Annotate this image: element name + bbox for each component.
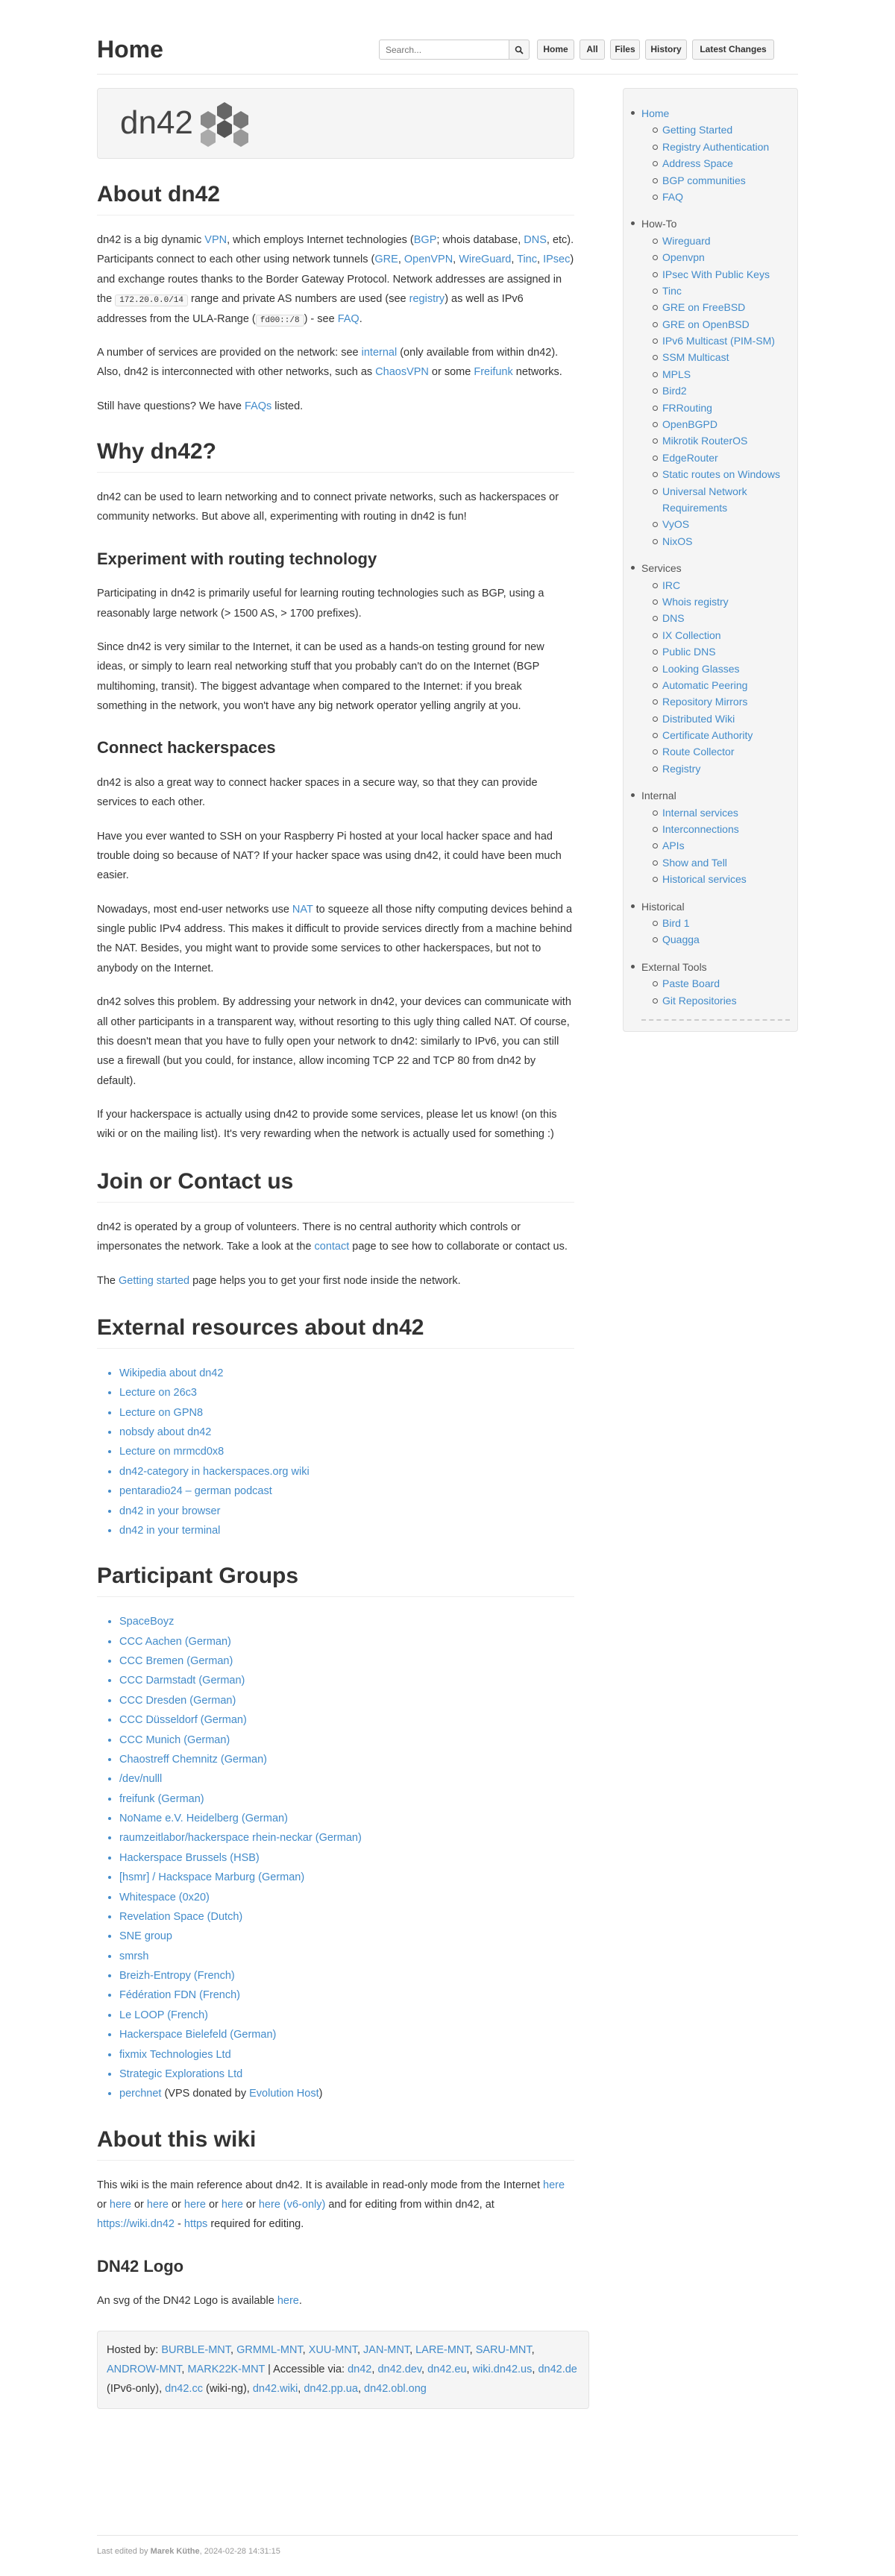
search-button[interactable] bbox=[509, 40, 530, 60]
external-resource-item bbox=[119, 1442, 574, 1461]
sidebar-item-faq[interactable]: FAQ bbox=[662, 189, 790, 205]
group-link-freifunk-german[interactable]: freifunk (German) bbox=[119, 1792, 204, 1805]
hosted-link-dn42[interactable]: dn42 bbox=[348, 2363, 372, 2375]
sidebar-item-apis[interactable]: APIs bbox=[662, 837, 790, 854]
external-link-wikipedia-about-dn42[interactable]: Wikipedia about dn42 bbox=[119, 1367, 224, 1379]
getting-started-link[interactable]: Getting started bbox=[119, 1274, 190, 1287]
nav-files-button[interactable]: Files bbox=[610, 40, 640, 60]
sidebar-item-bgp-communities[interactable]: BGP communities bbox=[662, 172, 790, 189]
connect-paragraph-1: dn42 is also a great way to connect hacker spaces in a secure way, so that they can provide services to each other. bbox=[97, 776, 538, 809]
hosted-link-mark22k-mnt[interactable]: MARK22K-MNT bbox=[187, 2363, 266, 2375]
group-item bbox=[119, 2065, 574, 2084]
participant-groups-list bbox=[119, 1612, 574, 2103]
logo-panel bbox=[97, 88, 574, 159]
group-link-hackerspace-brussels-hsb[interactable]: Hackerspace Brussels (HSB) bbox=[119, 1851, 260, 1864]
groups-heading: Participant Groups bbox=[97, 1563, 574, 1597]
external-resource-item bbox=[119, 1423, 574, 1442]
sidebar-section-services bbox=[641, 560, 790, 777]
external-link-lecture-on-26c3[interactable]: Lecture on 26c3 bbox=[119, 1387, 197, 1399]
gre-link[interactable]: GRE bbox=[374, 253, 398, 266]
external-resource-item bbox=[119, 1521, 574, 1540]
group-item bbox=[119, 1671, 574, 1690]
sidebar-item-internal-services[interactable]: Internal services bbox=[662, 804, 790, 821]
group-item bbox=[119, 1947, 574, 1966]
registry-link[interactable]: registry bbox=[409, 293, 445, 306]
connect-paragraph-4: dn42 solves this problem. By addressing your network in dn42, your devices can communicate with all other participants in a transparent way, without resorting to this ugly thing called NAT. Of course, this doesn't mean that you have to fully open your network to dn42: similarly to IPv6, you can still use a firewall (but you could, for instance, allow incoming TCP 22 and TCP 80 from dn42 by default). bbox=[97, 996, 571, 1087]
sidebar-section-historical bbox=[641, 898, 790, 948]
mirror-link-5[interactable]: here bbox=[221, 2199, 243, 2211]
about-paragraph-1: dn42 is a big dynamic VPN, which employs Internet technologies (BGP; whois database, DNS, etc). Participants connect to each other using network tunnels (GRE, OpenVPN, WireGuard, Tinc, IPsec) and exchange routes thanks to the Border Gateway Protocol. Network addresses are assigned in the 172.20.0.0/14 range and private AS numbers are used (see registry) as well as IPv6 addresses from the ULA-Range ( fd00::/8 ) - see FAQ. bbox=[97, 234, 574, 325]
external-link-lecture-on-gpn8[interactable]: Lecture on GPN8 bbox=[119, 1406, 204, 1419]
why-heading: Why dn42? bbox=[97, 438, 574, 473]
mirror-link-2[interactable]: here bbox=[109, 2199, 131, 2211]
sidebar-heading-services: Services bbox=[641, 560, 790, 576]
sidebar-heading-historical: Historical bbox=[641, 898, 790, 915]
top-bar bbox=[97, 0, 798, 75]
sidebar-item-quagga[interactable]: Quagga bbox=[662, 931, 790, 948]
connect-paragraph-2: Have you ever wanted to SSH on your Raspberry Pi hosted at your local hacker space and had trouble doing so because of NAT? If your hacker space was using dn42, it could have been much easier. bbox=[97, 830, 562, 882]
sidebar-item-bird-1[interactable]: Bird 1 bbox=[662, 915, 790, 931]
group-item bbox=[119, 1828, 574, 1848]
last-edited: Last edited by Marek Küthe, 2024-02-28 14:31:15 bbox=[97, 2535, 798, 2558]
group-link-whitespace-0x20[interactable]: Whitespace (0x20) bbox=[119, 1891, 210, 1903]
group-item bbox=[119, 1907, 574, 1927]
hosted-link-xuu-mnt[interactable]: XUU-MNT bbox=[308, 2343, 357, 2356]
chaosvpn-link[interactable]: ChaosVPN bbox=[375, 366, 429, 379]
external-link-dn42-category-in-hackerspaces-org-wiki[interactable]: dn42-category in hackerspaces.org wiki bbox=[119, 1465, 310, 1478]
group-item bbox=[119, 1691, 574, 1710]
faqs-link[interactable]: FAQs bbox=[245, 400, 272, 412]
group-item bbox=[119, 1927, 574, 1946]
external-resource-item bbox=[119, 1462, 574, 1481]
external-link-dn42-in-your-browser[interactable]: dn42 in your browser bbox=[119, 1505, 221, 1517]
group-item bbox=[119, 1612, 574, 1631]
group-link-dev-nulll[interactable]: /dev/nulll bbox=[119, 1773, 163, 1786]
tinc-link[interactable]: Tinc bbox=[517, 253, 537, 266]
group-link-smrsh[interactable]: smrsh bbox=[119, 1950, 149, 1962]
sidebar-item-certificate-authority[interactable]: Certificate Authority bbox=[662, 727, 790, 743]
group-link-hackerspace-bielefeld-german[interactable]: Hackerspace Bielefeld (German) bbox=[119, 2029, 277, 2041]
group-link-sne-group[interactable]: SNE group bbox=[119, 1930, 172, 1943]
sidebar-item-mikrotik-routeros[interactable]: Mikrotik RouterOS bbox=[662, 432, 790, 449]
group-link-ccc-aachen-german[interactable]: CCC Aachen (German) bbox=[119, 1635, 231, 1648]
group-link-perchnet[interactable]: perchnet bbox=[119, 2088, 162, 2100]
hosted-link-androw-mnt[interactable]: ANDROW-MNT bbox=[107, 2363, 182, 2375]
sidebar-item-whois-registry[interactable]: Whois registry bbox=[662, 593, 790, 610]
mirror-link-3[interactable]: here bbox=[146, 2199, 169, 2211]
external-link-nobsdy-about-dn42[interactable]: nobsdy about dn42 bbox=[119, 1426, 212, 1439]
hosted-link-wiki-dn42-us[interactable]: wiki.dn42.us bbox=[472, 2363, 533, 2375]
logo-heading: DN42 Logo bbox=[97, 2256, 184, 2276]
external-resource-item bbox=[119, 1481, 574, 1501]
sidebar-item-route-collector[interactable]: Route Collector bbox=[662, 743, 790, 760]
sidebar-section-how-to bbox=[641, 215, 790, 549]
about-paragraph-3: Still have questions? We have FAQs listed. bbox=[97, 400, 304, 412]
wiki-heading: About this wiki bbox=[97, 2126, 574, 2161]
dns-link[interactable]: DNS bbox=[524, 234, 547, 246]
hosted-link-dn42-cc[interactable]: dn42.cc bbox=[165, 2383, 203, 2396]
group-item: • perchnet (VPS donated by Evolution Host) bbox=[119, 2084, 574, 2103]
sidebar-heading-how-to: How-To bbox=[641, 215, 790, 232]
logo-text: dn42 bbox=[120, 104, 193, 141]
mirror-link-1[interactable]: here bbox=[543, 2179, 565, 2191]
group-link-noname-e-v-heidelberg-german[interactable]: NoName e.V. Heidelberg (German) bbox=[119, 1813, 288, 1825]
faq-link[interactable]: FAQ bbox=[337, 312, 359, 325]
search-input[interactable] bbox=[379, 40, 509, 60]
external-resource-item bbox=[119, 1364, 574, 1383]
group-item bbox=[119, 1888, 574, 1907]
sidebar-item-bird2[interactable]: Bird2 bbox=[662, 382, 790, 399]
group-item bbox=[119, 1710, 574, 1730]
wiki-paragraph: This wiki is the main reference about dn42. It is available in read-only mode from the Internet here or here or here or here or here or here (v6-only) and for editing from within dn42, at https://wiki.dn42 - https required for editing. bbox=[97, 2179, 565, 2231]
ipv4-range-code: 172.20.0.0/14 bbox=[115, 295, 188, 306]
dn42-logo bbox=[120, 98, 292, 150]
sidebar-item-gre-on-freebsd[interactable]: GRE on FreeBSD bbox=[662, 299, 790, 315]
sidebar-navigation bbox=[623, 88, 798, 1032]
logo-paragraph: An svg of the DN42 Logo is available here. bbox=[97, 2295, 302, 2308]
sidebar-item-distributed-wiki[interactable]: Distributed Wiki bbox=[662, 711, 790, 727]
sidebar-heading-home[interactable]: Home bbox=[641, 105, 790, 122]
sidebar-item-wireguard[interactable]: Wireguard bbox=[662, 233, 790, 249]
group-link-chaostreff-chemnitz-german[interactable]: Chaostreff Chemnitz (German) bbox=[119, 1753, 267, 1766]
internal-link[interactable]: internal bbox=[361, 346, 398, 359]
sidebar-item-automatic-peering[interactable]: Automatic Peering bbox=[662, 677, 790, 693]
group-link-ccc-dresden-german[interactable]: CCC Dresden (German) bbox=[119, 1694, 236, 1707]
sidebar-item-looking-glasses[interactable]: Looking Glasses bbox=[662, 661, 790, 677]
ula-range-code: fd00::/8 bbox=[256, 315, 304, 327]
sidebar-item-repository-mirrors[interactable]: Repository Mirrors bbox=[662, 693, 790, 710]
group-link-le-loop-french[interactable]: Le LOOP (French) bbox=[119, 2009, 209, 2021]
hosted-link-dn42-de[interactable]: dn42.de bbox=[538, 2363, 577, 2375]
external-link-lecture-on-mrmcd0x8[interactable]: Lecture on mrmcd0x8 bbox=[119, 1446, 224, 1458]
hosted-link-jan-mnt[interactable]: JAN-MNT bbox=[363, 2343, 410, 2356]
group-item bbox=[119, 1632, 574, 1651]
sidebar-heading-internal: Internal bbox=[641, 787, 790, 804]
sidebar-section-internal bbox=[641, 787, 790, 887]
wiki-dn42-link[interactable]: https://wiki.dn42 bbox=[97, 2218, 175, 2231]
sidebar-item-historical-services[interactable]: Historical services bbox=[662, 871, 790, 887]
group-item bbox=[119, 2045, 574, 2065]
external-resource-item bbox=[119, 1383, 574, 1402]
sidebar-item-openvpn[interactable]: Openvpn bbox=[662, 249, 790, 265]
hosted-link-dn42-eu[interactable]: dn42.eu bbox=[427, 2363, 467, 2375]
https-link[interactable]: https bbox=[183, 2218, 208, 2231]
sidebar-item-public-dns[interactable]: Public DNS bbox=[662, 643, 790, 660]
group-item bbox=[119, 1789, 574, 1809]
nav-home-button[interactable]: Home bbox=[537, 40, 574, 60]
group-link-ccc-bremen-german[interactable]: CCC Bremen (German) bbox=[119, 1655, 233, 1668]
external-link-pentaradio24-german-podcast[interactable]: pentaradio24 – german podcast bbox=[119, 1485, 272, 1498]
about-heading: About dn42 bbox=[97, 181, 574, 215]
group-item bbox=[119, 1769, 574, 1789]
experiment-heading: Experiment with routing technology bbox=[97, 549, 377, 568]
sidebar-item-registry[interactable]: Registry bbox=[662, 760, 790, 777]
contact-link[interactable]: contact bbox=[314, 1241, 350, 1253]
join-heading: Join or Contact us bbox=[97, 1168, 574, 1203]
group-item bbox=[119, 1868, 574, 1887]
group-link-hsmr-hackspace-marburg-german[interactable]: [hsmr] / Hackspace Marburg (German) bbox=[119, 1871, 305, 1884]
hosted-link-burble-mnt[interactable]: BURBLE-MNT bbox=[161, 2343, 230, 2356]
group-item bbox=[119, 2006, 574, 2025]
group-link-ccc-darmstadt-german[interactable]: CCC Darmstadt (German) bbox=[119, 1675, 245, 1687]
sidebar-item-universal-network-requirements[interactable]: Universal Network Requirements bbox=[662, 483, 790, 517]
experiment-paragraph-1: Participating in dn42 is primarily useful for learning routing technologies such as BGP, using a reasonably large network (> 1500 AS, > 1700 prefixes). bbox=[97, 588, 544, 620]
sidebar-item-nixos[interactable]: NixOS bbox=[662, 533, 790, 549]
group-link-spaceboyz[interactable]: SpaceBoyz bbox=[119, 1616, 175, 1628]
logo-svg-link[interactable]: here bbox=[277, 2295, 299, 2308]
ipsec-link[interactable]: IPsec bbox=[543, 253, 571, 266]
group-link-ccc-munich-german[interactable]: CCC Munich (German) bbox=[119, 1733, 230, 1746]
hosted-link-dn42-wiki[interactable]: dn42.wiki bbox=[252, 2383, 298, 2396]
sidebar-item-registry-authentication[interactable]: Registry Authentication bbox=[662, 139, 790, 155]
group-link-strategic-explorations-ltd[interactable]: Strategic Explorations Ltd bbox=[119, 2068, 243, 2080]
connect-paragraph-3: Nowadays, most end-user networks use NAT to squeeze all those nifty computing devices behind a single public IPv4 address. This makes it difficult to provide services directly from a machine behind the NAT. Besides, you might want to provide some services to other hackerspaces, but not to anybody on the Internet. bbox=[97, 903, 573, 974]
why-paragraph: dn42 can be used to learn networking and to connect private networks, such as hackerspaces or community networks. But above all, experimenting with routing in dn42 is fun! bbox=[97, 491, 559, 523]
group-link-f-d-ration-fdn-french[interactable]: Fédération FDN (French) bbox=[119, 1989, 240, 2002]
page-title: Home bbox=[97, 36, 163, 63]
group-item bbox=[119, 1966, 574, 1985]
hosted-link-dn42-obl-ong[interactable]: dn42.obl.ong bbox=[364, 2383, 427, 2396]
group-item bbox=[119, 1809, 574, 1828]
group-item bbox=[119, 1731, 574, 1750]
group-item bbox=[119, 1848, 574, 1868]
freifunk-link[interactable]: Freifunk bbox=[474, 366, 513, 379]
sidebar-item-dns[interactable]: DNS bbox=[662, 610, 790, 626]
sidebar-item-ix-collection[interactable]: IX Collection bbox=[662, 627, 790, 643]
connect-heading: Connect hackerspaces bbox=[97, 738, 276, 758]
nav-latest-changes-button[interactable]: Latest Changes bbox=[692, 40, 774, 60]
evolution-host-link[interactable]: Evolution Host bbox=[249, 2088, 319, 2100]
connect-paragraph-5: If your hackerspace is actually using dn42 to provide some services, please let us know! (on this wiki or on the mailing list). It's very rewarding when the network is actually used for something :) bbox=[97, 1109, 557, 1141]
sidebar-item-mpls[interactable]: MPLS bbox=[662, 366, 790, 382]
join-paragraph-1: dn42 is operated by a group of volunteers. There is no central authority which controls or impersonates the network. Take a look at the contact page to see how to collaborate or contact us. bbox=[97, 1221, 568, 1253]
sidebar-item-address-space[interactable]: Address Space bbox=[662, 155, 790, 171]
mirror-link-v6[interactable]: here (v6-only) bbox=[258, 2199, 326, 2211]
hosted-link-lare-mnt[interactable]: LARE-MNT bbox=[415, 2343, 470, 2356]
join-paragraph-2: The Getting started page helps you to get your first node inside the network. bbox=[97, 1274, 461, 1287]
group-link-ccc-d-sseldorf-german[interactable]: CCC Düsseldorf (German) bbox=[119, 1714, 247, 1727]
external-resources-list bbox=[119, 1364, 574, 1540]
external-resource-item bbox=[119, 1403, 574, 1423]
sidebar-heading-external-tools: External Tools bbox=[641, 959, 790, 975]
nav-history-button[interactable]: History bbox=[645, 40, 687, 60]
group-link-revelation-space-dutch[interactable]: Revelation Space (Dutch) bbox=[119, 1910, 243, 1923]
search-icon bbox=[515, 45, 524, 54]
hosted-link-dn42-dev[interactable]: dn42.dev bbox=[377, 2363, 422, 2375]
main-content bbox=[97, 88, 577, 2409]
sidebar-item-frrouting[interactable]: FRRouting bbox=[662, 400, 790, 416]
nat-link[interactable]: NAT bbox=[292, 903, 313, 916]
vpn-link[interactable]: VPN bbox=[204, 234, 227, 246]
sidebar-item-show-and-tell[interactable]: Show and Tell bbox=[662, 854, 790, 871]
nav-all-button[interactable]: All bbox=[580, 40, 605, 60]
sidebar-section-home bbox=[641, 105, 790, 205]
sidebar-item-vyos[interactable]: VyOS bbox=[662, 516, 790, 532]
sidebar-item-interconnections[interactable]: Interconnections bbox=[662, 821, 790, 837]
external-heading: External resources about dn42 bbox=[97, 1314, 574, 1349]
sidebar-item-edgerouter[interactable]: EdgeRouter bbox=[662, 450, 790, 466]
sidebar-item-static-routes-on-windows[interactable]: Static routes on Windows bbox=[662, 466, 790, 482]
sidebar-item-ssm-multicast[interactable]: SSM Multicast bbox=[662, 349, 790, 365]
group-item bbox=[119, 1750, 574, 1769]
sidebar-item-ipsec-with-public-keys[interactable]: IPsec With Public Keys bbox=[662, 266, 790, 283]
group-item bbox=[119, 1651, 574, 1671]
wireguard-link[interactable]: WireGuard bbox=[459, 253, 512, 266]
group-link-fixmix-technologies-ltd[interactable]: fixmix Technologies Ltd bbox=[119, 2048, 231, 2061]
sidebar-section-external-tools bbox=[641, 959, 790, 1009]
sidebar-divider bbox=[641, 1019, 790, 1021]
bgp-link[interactable]: BGP bbox=[413, 234, 437, 246]
last-edited-author: Marek Küthe bbox=[150, 2547, 200, 2556]
about-paragraph-2: A number of services are provided on the network: see internal (only available from within dn42). Also, dn42 is interconnected with other networks, such as ChaosVPN or some Freifunk networks. bbox=[97, 346, 562, 379]
openvpn-link[interactable]: OpenVPN bbox=[403, 253, 453, 266]
group-item bbox=[119, 2025, 574, 2044]
hosted-by-panel: Hosted by: BURBLE-MNT, GRMML-MNT, XUU-MNT, JAN-MNT, LARE-MNT, SARU-MNT, ANDROW-MNT, MARK22K-MNT | Accessible via: dn42, dn42.dev, dn42.eu, wiki.dn42.us, dn42.de (IPv6-only), dn42.cc (wiki-ng), dn42.wiki, dn42.pp.ua, dn42.obl.ong bbox=[97, 2331, 589, 2409]
external-resource-item bbox=[119, 1502, 574, 1521]
hosted-link-saru-mnt[interactable]: SARU-MNT bbox=[475, 2343, 532, 2356]
sidebar-item-paste-board[interactable]: Paste Board bbox=[662, 975, 790, 992]
sidebar-item-getting-started[interactable]: Getting Started bbox=[662, 122, 790, 138]
group-item bbox=[119, 1985, 574, 2005]
sidebar-item-git-repositories[interactable]: Git Repositories bbox=[662, 992, 790, 1009]
external-link-dn42-in-your-terminal[interactable]: dn42 in your terminal bbox=[119, 1524, 221, 1537]
sidebar-item-irc[interactable]: IRC bbox=[662, 577, 790, 593]
sidebar-item-tinc[interactable]: Tinc bbox=[662, 283, 790, 299]
hosted-link-dn42-pp-ua[interactable]: dn42.pp.ua bbox=[304, 2383, 358, 2396]
group-link-breizh-entropy-french[interactable]: Breizh-Entropy (French) bbox=[119, 1970, 235, 1983]
mirror-link-4[interactable]: here bbox=[183, 2199, 206, 2211]
sidebar-item-openbgpd[interactable]: OpenBGPD bbox=[662, 416, 790, 432]
sidebar-item-ipv6-multicast-pim-sm[interactable]: IPv6 Multicast (PIM-SM) bbox=[662, 333, 790, 349]
sidebar-item-gre-on-openbsd[interactable]: GRE on OpenBSD bbox=[662, 316, 790, 333]
hosted-link-grmml-mnt[interactable]: GRMML-MNT bbox=[236, 2343, 303, 2356]
experiment-paragraph-2: Since dn42 is very similar to the Internet, it can be used as a hands-on testing ground for new ideas, or simply to learn real networking stuff that you probably can't do on the Internet (BGP multihoming, transit). The biggest advantage when compared to the Internet: if you break something in the network, you won't have any big network operator yelling angrily at you. bbox=[97, 640, 544, 713]
group-link-raumzeitlabor-hackerspace-rhein-neckar-german[interactable]: raumzeitlabor/hackerspace rhein-neckar (German) bbox=[119, 1832, 362, 1845]
